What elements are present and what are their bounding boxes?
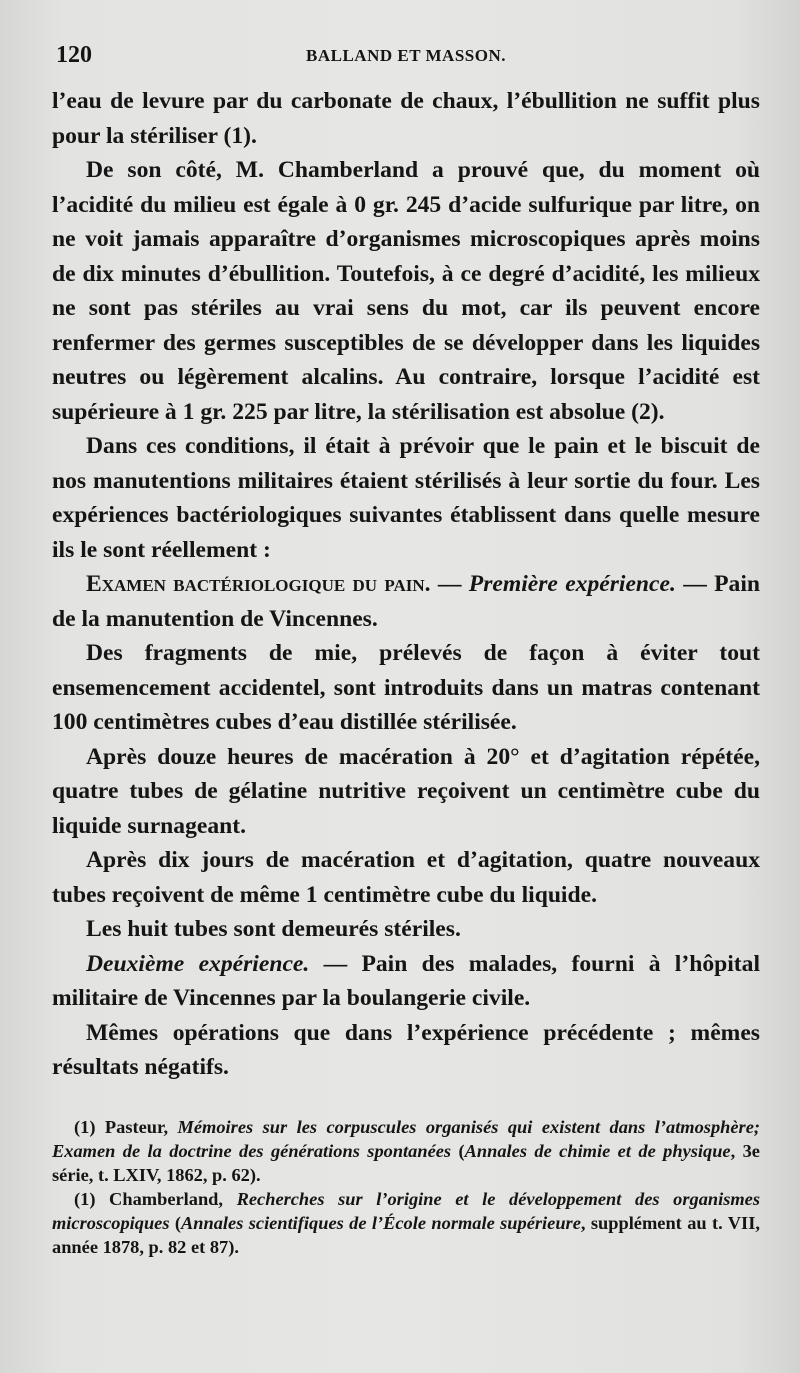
paragraph-4	[52, 567, 760, 636]
footnote-2-journal: Annales scientifiques de l’École normale supérieure	[181, 1212, 581, 1233]
footnote-2-ref: , supplément au t. VII, année 1878, p. 82 et 87).	[52, 1212, 760, 1257]
experiment-title: Première expérience.	[468, 571, 676, 597]
footnote-1	[52, 1115, 760, 1187]
page-number: 120	[56, 42, 92, 68]
experiment-desc-2: — Pain des malades, fourni à l’hôpital militaire de Vincennes par la boulangerie civile.	[52, 950, 761, 1011]
paragraph-1: l’eau de levure par du carbonate de chaux, l’ébullition ne suffit plus pour la stériliser (1).	[52, 88, 760, 149]
footnote-1-paren: (	[451, 1140, 465, 1161]
paragraph-3: Dans ces conditions, il était à prévoir que le pain et le biscuit de nos manutentions militaires étaient stérilisés à leur sortie du four. Les expériences bactériologiques suivantes établissent dans quelle mesure ils le sont réellement :	[52, 433, 760, 563]
footnote-1-author: (1) Pasteur,	[74, 1116, 178, 1137]
section-heading: Examen bactériologique du pain.	[86, 571, 431, 597]
experiment-title-2: Deuxième expérience.	[86, 950, 310, 977]
paragraph-9	[52, 947, 760, 1016]
dash: —	[430, 571, 469, 597]
paragraph-8: Les huit tubes sont demeurés stériles.	[86, 916, 461, 942]
paragraph-7: Après dix jours de macération et d’agitation, quatre nouveaux tubes reçoivent de même 1 centimètre cube du liquide.	[52, 847, 760, 908]
body-text	[52, 84, 760, 1085]
paragraph-5: Des fragments de mie, prélevés de façon à éviter tout ensemencement accidentel, sont introduits dans un matras contenant 100 centimètres cubes d’eau distillée stérilisée.	[52, 640, 760, 735]
page-header	[52, 36, 760, 84]
footnote-2-title: Recherches sur l’origine et le développement des organismes microscopiques	[52, 1188, 761, 1233]
paragraph-10: Mêmes opérations que dans l’expérience précédente ; mêmes résultats négatifs.	[52, 1019, 760, 1080]
footnote-2-paren: (	[169, 1212, 182, 1233]
running-head: BALLAND ET MASSON.	[306, 46, 506, 65]
paragraph-6: Après douze heures de macération à 20° et d’agitation répétée, quatre tubes de gélatine nutritive reçoivent un centimètre cube du liquide surnageant.	[52, 743, 760, 839]
footnote-1-ref: , 3e série, t. LXIV, 1862, p. 62).	[52, 1140, 760, 1185]
footnote-1-title: Mémoires sur les corpuscules organisés qui existent dans l’atmosphère; Examen de la doctrine des générations spontanées	[52, 1116, 760, 1161]
footnote-2	[52, 1187, 760, 1259]
footnote-1-journal: Annales de chimie et de physique	[464, 1140, 731, 1161]
footnotes	[52, 1115, 760, 1259]
footnote-2-author: (1) Chamberland,	[74, 1188, 237, 1209]
paragraph-2: De son côté, M. Chamberland a prouvé que, du moment où l’acidité du milieu est égale à 0 gr. 245 d’acide sulfurique par litre, on ne voit jamais apparaître d’organismes microscopiques après moins de dix minutes d’ébullition. Toutefois, à ce degré d’acidité, les milieux ne sont pas stériles au vrai sens du mot, car ils peuvent encore renfermer des germes susceptibles de se développer dans les liquides neutres ou légèrement alcalins. Au contraire, lorsque l’acidité est supérieure à 1 gr. 225 par litre, la stérilisation est absolue (2).	[52, 157, 760, 425]
experiment-desc: — Pain de la manutention de Vincennes.	[52, 571, 761, 632]
